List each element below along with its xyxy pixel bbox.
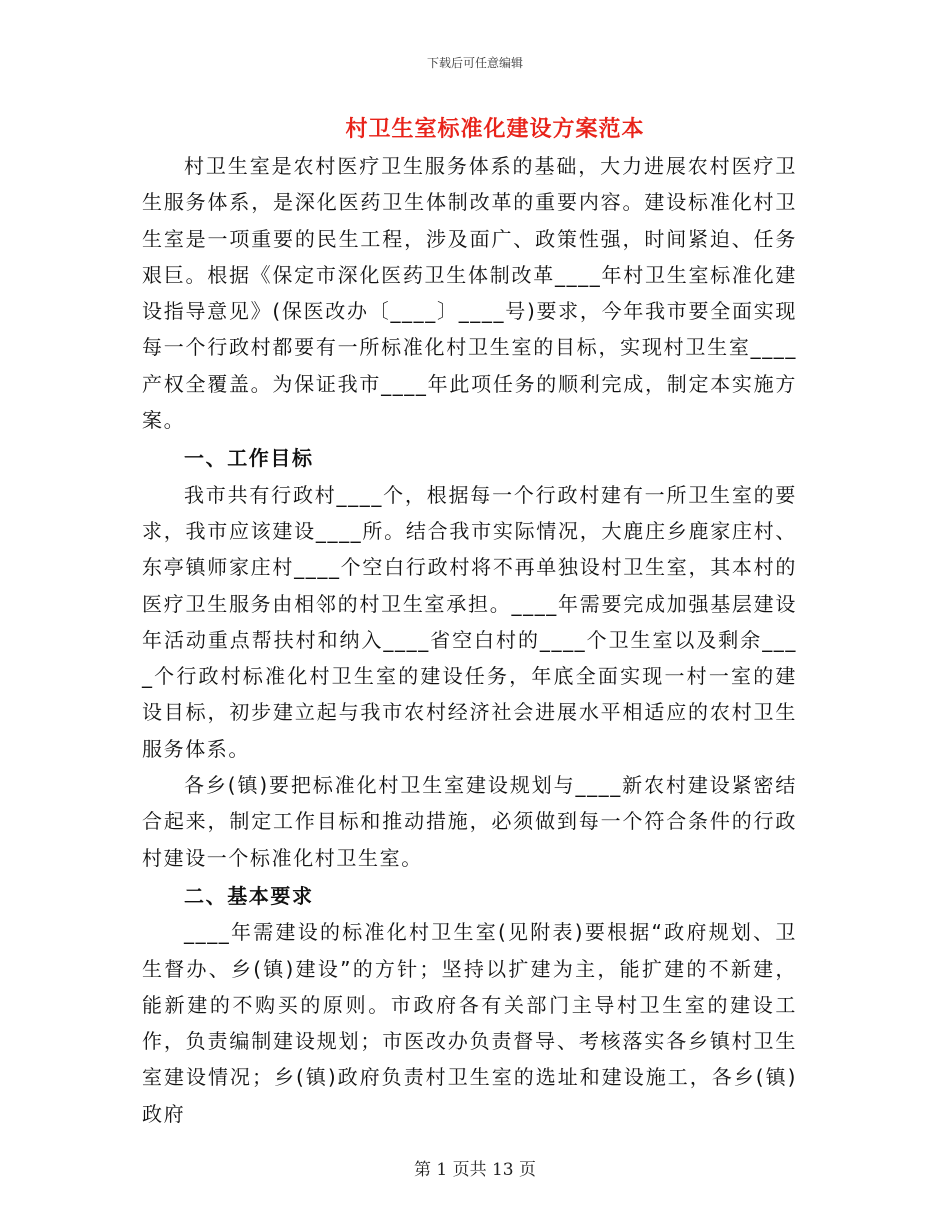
basic-requirements-paragraph-1: ____年需建设的标准化村卫生室(见附表)要根据“政府规划、卫生督办、乡(镇)建设”的方针；坚持以扩建为主，能扩建的不新建，能新建的不购买的原则。市政府各有关部门主导村卫生室的建设工作，负责编制建设规划；市医改办负责督导、考核落实各乡镇村卫生室建设情况；乡(镇)政府负责村卫生室的选址和建设施工，各乡(镇)政府: [142, 920, 797, 1126]
work-goals-paragraph-2: 各乡(镇)要把标准化村卫生室建设规划与____新农村建设紧密结合起来，制定工作目标和推动措施，必须做到每一个符合条件的行政村建设一个标准化村卫生室。: [142, 773, 797, 870]
section-heading-basic-requirements: 二、基本要求: [184, 883, 314, 908]
work-goals-paragraph-1: 我市共有行政村____个，根据每一个行政村建有一所卫生室的要求，我市应该建设____所。结合我市实际情况，大鹿庄乡鹿家庄村、东亭镇师家庄村____个空白行政村将不再单独设村卫生室，其本村的医疗卫生服务由相邻的村卫生室承担。____年需要完成加强基层建设年活动重点帮扶村和纳入____省空白村的____个卫生室以及剩余____个行政村标准化村卫生室的建设任务，年底全面实现一村一室的建设目标，初步建立起与我市农村经济社会进展水平相适应的农村卫生服务体系。: [142, 482, 797, 761]
page-header-note: 下载后可任意编辑: [426, 56, 523, 70]
document-title: 村卫生室标准化建设方案范本: [345, 117, 645, 142]
page-number-indicator: 第 1 页共 13 页: [413, 1160, 537, 1180]
section-heading-work-goals: 一、工作目标: [184, 446, 314, 471]
document-body: [142, 148, 797, 1132]
intro-paragraph: 村卫生室是农村医疗卫生服务体系的基础，大力进展农村医疗卫生服务体系，是深化医药卫生体制改革的重要内容。建设标准化村卫生室是一项重要的民生工程，涉及面广、政策性强，时间紧迫、任务艰巨。根据《保定市深化医药卫生体制改革____年村卫生室标准化建设指导意见》(保医改办〔____〕____号)要求，今年我市要全面实现每一个行政村都要有一所标准化村卫生室的目标，实现村卫生室____产权全覆盖。为保证我市____年此项任务的顺利完成，制定本实施方案。: [142, 154, 797, 433]
